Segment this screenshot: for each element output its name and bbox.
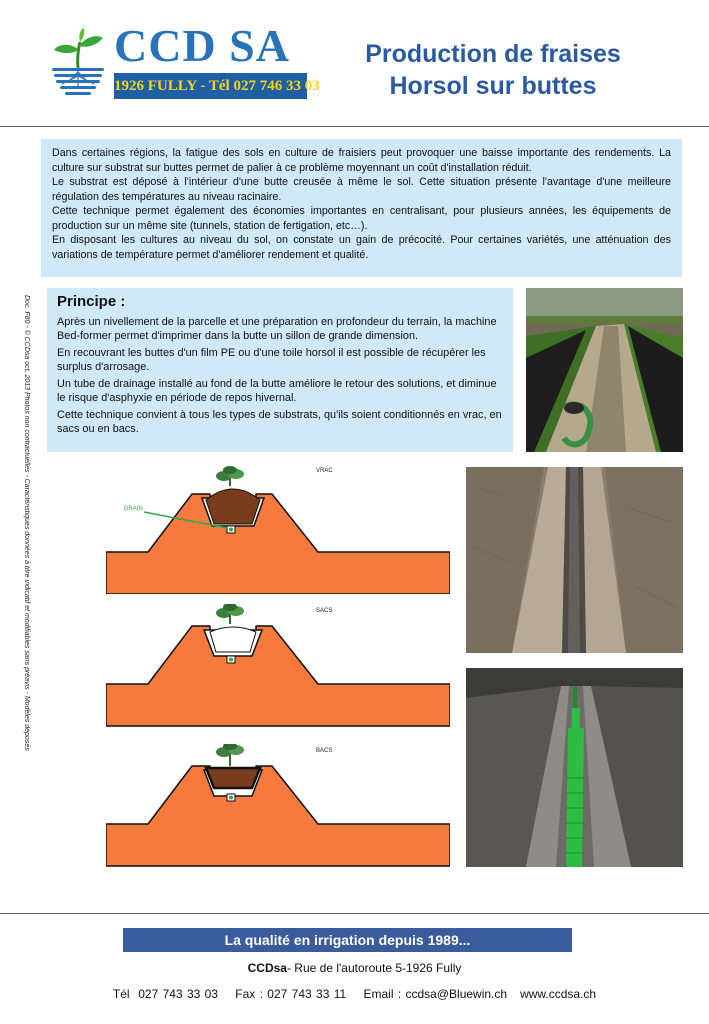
photo-drain-pipe [466, 668, 683, 867]
principe-heading: Principe : [57, 293, 126, 310]
side-legal-note [20, 295, 34, 855]
soil-mound-vrac [106, 494, 450, 594]
footer-address [0, 961, 709, 975]
side-legal-text: Doc. F80 - © CCDsa oct. 2013 Photos non contractuelles - Caractéristiques données à titre indicatif et modifiables sans préavis - Modèles déposés [23, 295, 30, 751]
substrate-tray [206, 768, 260, 788]
title-line-2: Horsol sur buttes [389, 72, 597, 100]
page-title [328, 38, 658, 102]
logo-tagline: 1926 FULLY - Tél 027 746 33 03 [114, 73, 307, 99]
principe-paragraph: Cette technique convient à tous les types de substrats, qu'ils soient conditionnés en vrac, en sacs ou en bacs. [57, 409, 502, 435]
substrate-bag [210, 627, 256, 652]
sacs-label: SACS [316, 608, 333, 614]
principe-paragraph: Après un nivellement de la parcelle et une préparation en profondeur du terrain, la machine Bed-former permet d'imprimer dans la butte un sillon de grande dimension. [57, 316, 497, 342]
intro-panel [41, 139, 682, 277]
drain-label: DRAIN [124, 506, 143, 512]
principe-panel [47, 288, 513, 452]
footer-company: CCDsa [247, 961, 287, 975]
photo-furrow [466, 467, 683, 653]
principe-paragraph: Un tube de drainage installé au fond de la butte améliore le retour des solutions, et diminue le risque d'asphyxie en période de repos hivernal. [57, 378, 497, 404]
vrac-label: VRAC [316, 468, 333, 474]
principe-paragraph: En recouvrant les buttes d'un film PE ou d'une toile horsol il est possible de récupérer les surplus d'arrosage. [57, 347, 486, 373]
logo-plant-icon [50, 28, 106, 100]
intro-paragraph: Dans certaines régions, la fatigue des sols en culture de fraisiers peut provoquer une baisse importante des rendements. La culture sur substrat sur buttes permet de palier à ce problème moyennant un coût d'installation réduit. [52, 147, 671, 174]
bacs-label: BACS [316, 748, 333, 754]
intro-paragraph: En disposant les cultures au niveau du sol, on constate un gain de précocité. Pour certaines variétés, une atténuation des variations de température permet d'améliorer rendement et qualité. [52, 234, 671, 261]
plant-icon [216, 466, 244, 486]
soil-mound-sacs [106, 626, 450, 726]
intro-paragraph: Le substrat est déposé à l'intérieur d'une butte creusée à même le sol. Cette situation présente l'avantage d'une meilleure régulation des températures au niveau racinaire. [52, 176, 671, 203]
intro-paragraph: Cette technique permet également des économies importantes en centralisant, pour plusieurs années, les équipements de production sur un même site (tunnels, station de fertigation, etc…). [52, 205, 671, 232]
footer-divider [0, 913, 709, 914]
footer-contact: Tél 027 743 33 03 Fax : 027 743 33 11 Email : ccdsa@Bluewin.ch www.ccdsa.ch [112, 987, 597, 1001]
logo-wordmark: CCD SA [114, 20, 290, 71]
header-divider [0, 126, 709, 127]
diagram-bacs [106, 744, 450, 874]
footer-address-text: - Rue de l'autoroute 5-1926 Fully [286, 961, 462, 975]
photo-strawberry-rows [526, 288, 683, 452]
soil-mound-bacs [106, 766, 450, 866]
diagram-vrac [106, 464, 450, 594]
footer-banner: La qualité en irrigation depuis 1989... [123, 928, 572, 952]
plant-icon [216, 744, 244, 766]
diagram-sacs [106, 604, 450, 734]
plant-icon [216, 604, 244, 624]
title-line-1: Production de fraises [365, 40, 621, 68]
